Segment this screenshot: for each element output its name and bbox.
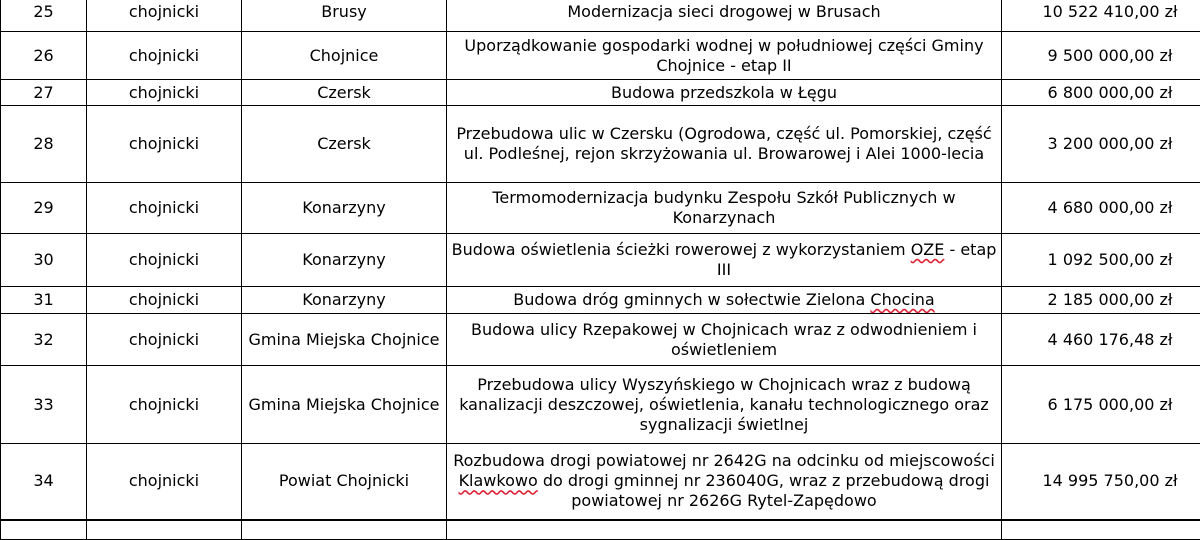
cell-nr[interactable]: 26 (1, 32, 87, 80)
zadanie-text: do drogi gminnej nr 236040G, wraz z przebudową drogi powiatowej nr 2626G Rytel-Zapędowo (538, 471, 990, 510)
cell-kwota[interactable]: 9 500 000,00 zł (1002, 32, 1200, 80)
cell-kwota[interactable]: 14 995 750,00 zł (1002, 444, 1200, 520)
empty-cell[interactable] (87, 520, 242, 540)
cell-kwota[interactable]: 6 175 000,00 zł (1002, 366, 1200, 444)
table-row (1, 32, 1200, 80)
cell-powiat[interactable]: chojnicki (87, 80, 242, 106)
zadanie-text: Rozbudowa drogi powiatowej nr 2642G na odcinku od miejscowości (453, 451, 995, 470)
cell-kwota[interactable]: 2 185 000,00 zł (1002, 287, 1200, 314)
table-row (1, 444, 1200, 520)
table-row (1, 287, 1200, 314)
cell-zadanie[interactable]: Przebudowa ulic w Czersku (Ogrodowa, część ul. Pomorskiej, część ul. Podleśnej, rejon skrzyżowania ul. Browarowej i Alei 1000-lecia (447, 106, 1002, 183)
spellcheck-flagged-word: Klawkowo (459, 471, 538, 490)
cell-gmina[interactable]: Czersk (242, 80, 447, 106)
cell-kwota[interactable]: 3 200 000,00 zł (1002, 106, 1200, 183)
cell-kwota[interactable]: 6 800 000,00 zł (1002, 80, 1200, 106)
cell-nr[interactable]: 29 (1, 183, 87, 234)
cell-gmina[interactable]: Konarzyny (242, 234, 447, 287)
cell-gmina[interactable]: Konarzyny (242, 287, 447, 314)
empty-cell[interactable] (242, 520, 447, 540)
cell-nr[interactable]: 34 (1, 444, 87, 520)
cell-powiat[interactable]: chojnicki (87, 366, 242, 444)
cell-zadanie[interactable]: Uporządkowanie gospodarki wodnej w południowej części Gminy Chojnice - etap II (447, 32, 1002, 80)
cell-zadanie[interactable] (447, 444, 1002, 520)
table-row (1, 80, 1200, 106)
cell-nr[interactable]: 32 (1, 314, 87, 366)
cell-gmina[interactable]: Gmina Miejska Chojnice (242, 314, 447, 366)
table-row (1, 183, 1200, 234)
table-row (1, 234, 1200, 287)
cell-zadanie[interactable]: Modernizacja sieci drogowej w Brusach (447, 0, 1002, 32)
cell-nr[interactable]: 31 (1, 287, 87, 314)
cell-powiat[interactable]: chojnicki (87, 183, 242, 234)
zadanie-text: Budowa dróg gminnych w sołectwie Zielona (513, 290, 870, 309)
cell-nr[interactable]: 33 (1, 366, 87, 444)
cell-zadanie[interactable]: Budowa ulicy Rzepakowej w Chojnicach wraz z odwodnieniem i oświetleniem (447, 314, 1002, 366)
cell-kwota[interactable]: 1 092 500,00 zł (1002, 234, 1200, 287)
cell-zadanie[interactable]: Termomodernizacja budynku Zespołu Szkół Publicznych w Konarzynach (447, 183, 1002, 234)
cell-powiat[interactable]: chojnicki (87, 444, 242, 520)
cell-powiat[interactable]: chojnicki (87, 106, 242, 183)
cell-kwota[interactable]: 4 680 000,00 zł (1002, 183, 1200, 234)
empty-cell[interactable] (1002, 520, 1200, 540)
zadanie-text: - etap III (717, 240, 996, 279)
cell-kwota[interactable]: 10 522 410,00 zł (1002, 0, 1200, 32)
cell-powiat[interactable]: chojnicki (87, 32, 242, 80)
cell-zadanie[interactable]: Budowa przedszkola w Łęgu (447, 80, 1002, 106)
cell-gmina[interactable]: Konarzyny (242, 183, 447, 234)
spellcheck-flagged-word: OZE (911, 240, 945, 259)
spellcheck-flagged-word: Chocina (870, 290, 934, 309)
cell-gmina[interactable]: Czersk (242, 106, 447, 183)
table-row (1, 314, 1200, 366)
empty-cell[interactable] (1, 520, 87, 540)
cell-gmina[interactable]: Powiat Chojnicki (242, 444, 447, 520)
cell-nr[interactable]: 28 (1, 106, 87, 183)
cell-nr[interactable]: 30 (1, 234, 87, 287)
zadanie-text: Budowa oświetlenia ścieżki rowerowej z wykorzystaniem (452, 240, 911, 259)
cell-gmina[interactable]: Brusy (242, 0, 447, 32)
cell-gmina[interactable]: Chojnice (242, 32, 447, 80)
cell-powiat[interactable]: chojnicki (87, 314, 242, 366)
cell-gmina[interactable]: Gmina Miejska Chojnice (242, 366, 447, 444)
table-row (1, 106, 1200, 183)
cell-nr[interactable]: 25 (1, 0, 87, 32)
cell-zadanie[interactable]: Przebudowa ulicy Wyszyńskiego w Chojnicach wraz z budową kanalizacji deszczowej, oświetlenia, kanału technologicznego oraz sygnalizacji świetlnej (447, 366, 1002, 444)
table-row (1, 366, 1200, 444)
cell-zadanie[interactable] (447, 234, 1002, 287)
cell-powiat[interactable]: chojnicki (87, 234, 242, 287)
cell-kwota[interactable]: 4 460 176,48 zł (1002, 314, 1200, 366)
table-row-empty (1, 520, 1200, 540)
cell-powiat[interactable]: chojnicki (87, 287, 242, 314)
empty-cell[interactable] (447, 520, 1002, 540)
table-row (1, 0, 1200, 32)
cell-nr[interactable]: 27 (1, 80, 87, 106)
cell-powiat[interactable]: chojnicki (87, 0, 242, 32)
cell-zadanie[interactable] (447, 287, 1002, 314)
